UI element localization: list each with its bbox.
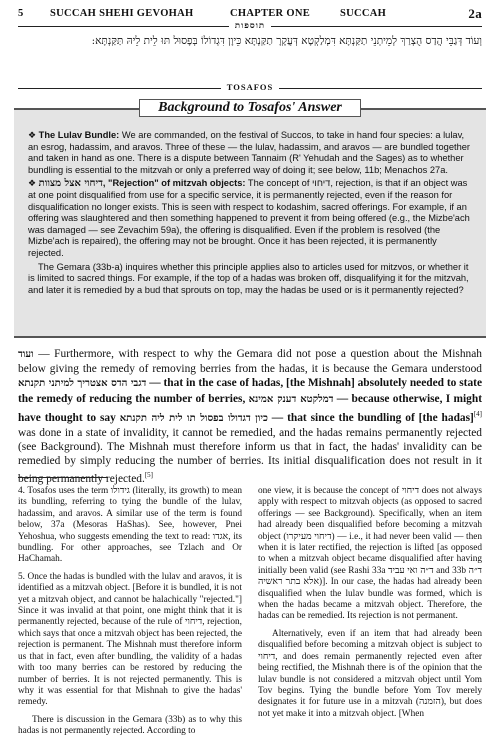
background-box xyxy=(14,100,486,338)
main-commentary xyxy=(18,347,482,486)
tosafos-english-label: TOSAFOS xyxy=(0,82,500,92)
commentary-text: — because otherwise, I might have thought to say xyxy=(18,392,482,424)
daf-number: 2a xyxy=(468,6,482,21)
footnotes-left-column xyxy=(18,486,242,744)
footnote-5-continued: There is discussion in the Gemara (33b) as to why this hadas is not permanently rejected. According to xyxy=(18,714,242,737)
commentary-text: — that since the bundling of [the hadas] xyxy=(267,411,474,424)
bullet-icon: ❖ xyxy=(28,178,37,189)
commentary-text: was done in a state of invalidity, it cannot be remedied, and the hadas remains permanently rejected (see Background). The Mishnah must therefore inform us that in fact, the hadas' invalidity can be remedied by simply reducing the number of berries. Its initial disqualification does not result in it being permanently rejected. xyxy=(18,426,482,486)
footnote-rule xyxy=(18,477,108,478)
tosafos-hebrew-label: תוספות xyxy=(0,20,500,30)
hebrew-phrase: דמלקטא דענק אמינא xyxy=(248,393,334,405)
bullet-icon: ❖ xyxy=(28,130,37,140)
page-number: 5 xyxy=(18,8,24,19)
hebrew-phrase: דגבי הדס אצטריך למיתני תקנתא xyxy=(18,378,147,390)
hebrew-phrase: ועוד xyxy=(18,349,34,360)
background-title: Background to Tosafos' Answer xyxy=(14,99,486,117)
section-title: SUCCAH xyxy=(340,8,387,19)
footnote-ref: [5] xyxy=(144,471,153,480)
background-paragraph-lulav: ❖ The Lulav Bundle: We are commanded, on the festival of Succos, to take in hand four species: a lulav, an esrog, hadassim, and aravos. Three of these — the lulav, hadassim, and aravos — are bundled together and taken in hand as one. There is a dispute between Tannaim (R' Yehudah and the Sages) as to whether bundling is essential to the mitzvah or only a preferred way of doing it; see below, 11b; Menachos 27a. xyxy=(28,130,471,175)
footnote-5: 5. Once the hadas is bundled with the lulav and aravos, it is identified as a mitzvah object. [Before it is bundled, it is not yet a mitzvah object, and cannot be halachically "rejected."] Since it was invalid at that point, one might think that it is permanently rejected, because of the rule of דיחוי, rejection, which says that once a mitzvah object has been rejected, the rejection is permanent. The Mishnah must therefore inform us that in fact, even after bundling, the validity of a hadas with too many berries can be restored by reducing the number of berries. It is not rejected permanently. This is why it was essential for that Mishnah to give the hadas' remedy. xyxy=(18,571,243,708)
footnote-ref: [4] xyxy=(473,409,483,418)
hebrew-phrase: כיון דגדולו בפסול תו לית ליה תקנתא xyxy=(119,412,268,424)
background-paragraph-dichui: ❖ דיחוי אצל מצוות, "Rejection" of mitzvah objects: The concept of דיחוי, rejection, is that if an object was at one point disqualified from use for a specific service, it is permanently rejected, even if the reason for disqualification no longer exists. This is seen with respect to kodashim, sacred offerings. For example, if an offering was slaughtered and then something happened to prevent it from being offered (e.g., the Mizbe'ach was damaged — see Zevachim 59a), the offering is disqualified. Even if the problem is resolved (the Mizbe'ach is repaired), the offering may not be brought. Once it has been rejected, it is permanently rejected. xyxy=(28,178,470,258)
footnote-4: 4. Tosafos uses the term גידולו (literally, its growth) to mean its bundling, referring to tying the bundle of the lulav, hadassim, and aravos. A similar use of the term is found below, 37a (Mesoras HaShas). See, however, Pnei Yehoshua, who suggests emending the text to read: אגדו, its bundling. For other approaches, see Tzlach and Or HaChamah. xyxy=(18,486,242,565)
background-paragraph-gemara: The Gemara (33b-a) inquires whether this principle applies also to articles used for mitzvos, or whether it is limited to sacred things. For example, if the top of a hadas was broken off, disqualifying it for the mitzvah, and later it is remedied by a bud that sprouts on top, may the hadas be used or is it permanently rejected? xyxy=(28,261,469,295)
tosafos-hebrew-text: וְעוֹד דְּגַבֵּי הֲדַס הֻצְרַךְ לְמֵיתְנֵי תַקַּנְתָּא דִּמְלַקְטָא דְּעֲקָרָ תַקַּנְתָּא כֵּיוָן דִּגְדוֹלוֹ בְּפָסוּל תּוּ לֵית לֵיהּ תַּקַּנְתָּא: xyxy=(91,35,482,47)
tractate-title: SUCCAH SHEHI GEVOHAH xyxy=(50,8,194,19)
footnote-5-right-a: one view, it is because the concept of דיחוי does not always apply with respect to mitzvah objects (as opposed to sacred offerings — see Background). Specifically, when an item had already been disqualified before becoming a mitzvah object (דיחוי מעיקרו) — i.e., it had never been valid — then when it is later rectified, the rejection is lifted [as opposed to when a mitzvah object became disqualified after having initially been valid (see Rashi 33a ד״ה ואי עביד and 33b ד״ה אלא בתר ראשיה)]. In our case, the hadas had already been disqualified when the lulav bundle was formed, which is when the hadas became a mitzvah object. Therefore, the hadas can be remedied. Its rejection is not permanent. xyxy=(258,486,483,622)
footnotes-right-column xyxy=(258,486,482,726)
commentary-text: — Furthermore, with respect to why the Gemara did not pose a question about the Mishnah below giving the remedy of removing berries from the hadas, it is because the Gemara understood xyxy=(18,348,482,376)
chapter-title: CHAPTER ONE xyxy=(230,8,311,19)
commentary-text: — that in the case of hadas, [the Mishnah] absolutely needed to state the remedy of reducing the number of berries, xyxy=(18,377,482,405)
footnote-5-right-b: Alternatively, even if an item that had already been disqualified before becoming a mitzvah object is subject to דיחוי, and does remain permanently rejected even after being rectified, the Mishnah there is of the opinion that the lulav bundle is not considered a mitzvah object until Yom Tov begins. Tying the bundle before Yom Tov merely designates it for future use in a mitzvah (הזמנה), but does not yet make it into a mitzvah object. [When xyxy=(258,628,482,719)
